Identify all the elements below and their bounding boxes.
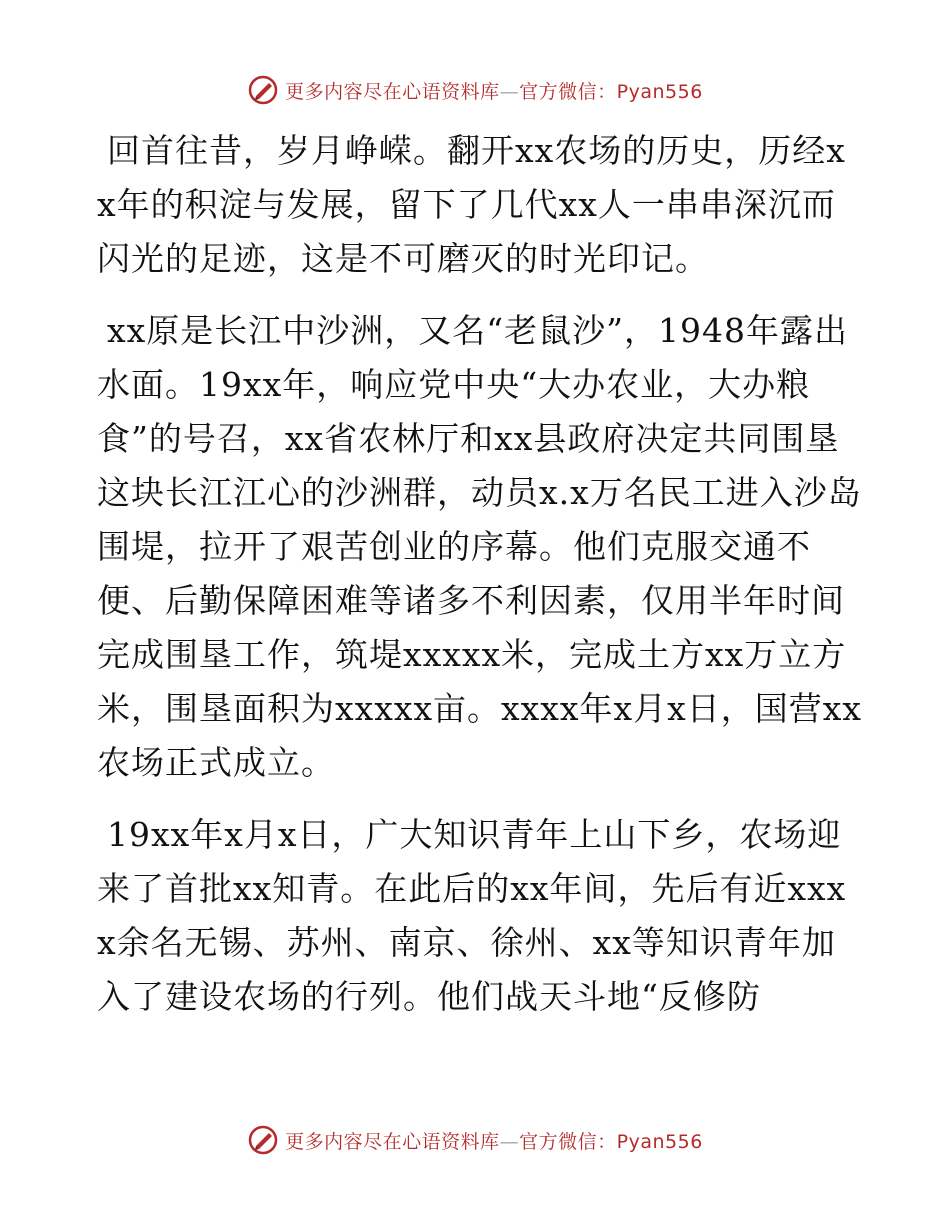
brand-logo-icon <box>247 74 279 106</box>
header-banner-text <box>285 77 703 104</box>
header-banner-main: 更多内容尽在心语资料库 <box>285 80 500 103</box>
header-banner-sub: 官方微信：Pyan556 <box>519 80 703 103</box>
brand-logo-icon <box>247 1124 279 1156</box>
footer-banner-text <box>285 1127 703 1154</box>
footer-banner-main: 更多内容尽在心语资料库 <box>285 1130 500 1153</box>
paragraph-3: 19xx年x月x日，广大知识青年上山下乡，农场迎来了首批xx知青。在此后的xx年间，先后有近xxxx余名无锡、苏州、南京、徐州、xx等知识青年加入了建设农场的行列。他们战天斗地“反修防 <box>97 815 847 1016</box>
paragraph-2: xx原是长江中沙洲，又名“老鼠沙”，1948年露出水面。19xx年，响应党中央“大办农业，大办粮食”的号召，xx省农林厅和xx县政府决定共同围垦这块长江江心的沙洲群，动员x.x万名民工进入沙岛围堤，拉开了艰苦创业的序幕。他们克服交通不便、后勤保障困难等诸多不利因素，仅用半年时间完成围垦工作，筑堤xxxxx米，完成土方xx万立方米，围垦面积为xxxxx亩。xxxx年x月x日，国营xx农场正式成立。 <box>97 311 862 782</box>
footer-banner <box>0 1122 950 1158</box>
header-banner-dash: — <box>499 80 520 103</box>
paragraph-1: 回首往昔，岁月峥嵘。翻开xx农场的历史，历经xx年的积淀与发展，留下了几代xx人一串串深沉而闪光的足迹，这是不可磨灭的时光印记。 <box>97 131 846 278</box>
footer-banner-sub: 官方微信：Pyan556 <box>519 1130 703 1153</box>
header-banner <box>0 72 950 108</box>
document-body <box>97 124 862 1042</box>
footer-banner-dash: — <box>499 1130 520 1153</box>
